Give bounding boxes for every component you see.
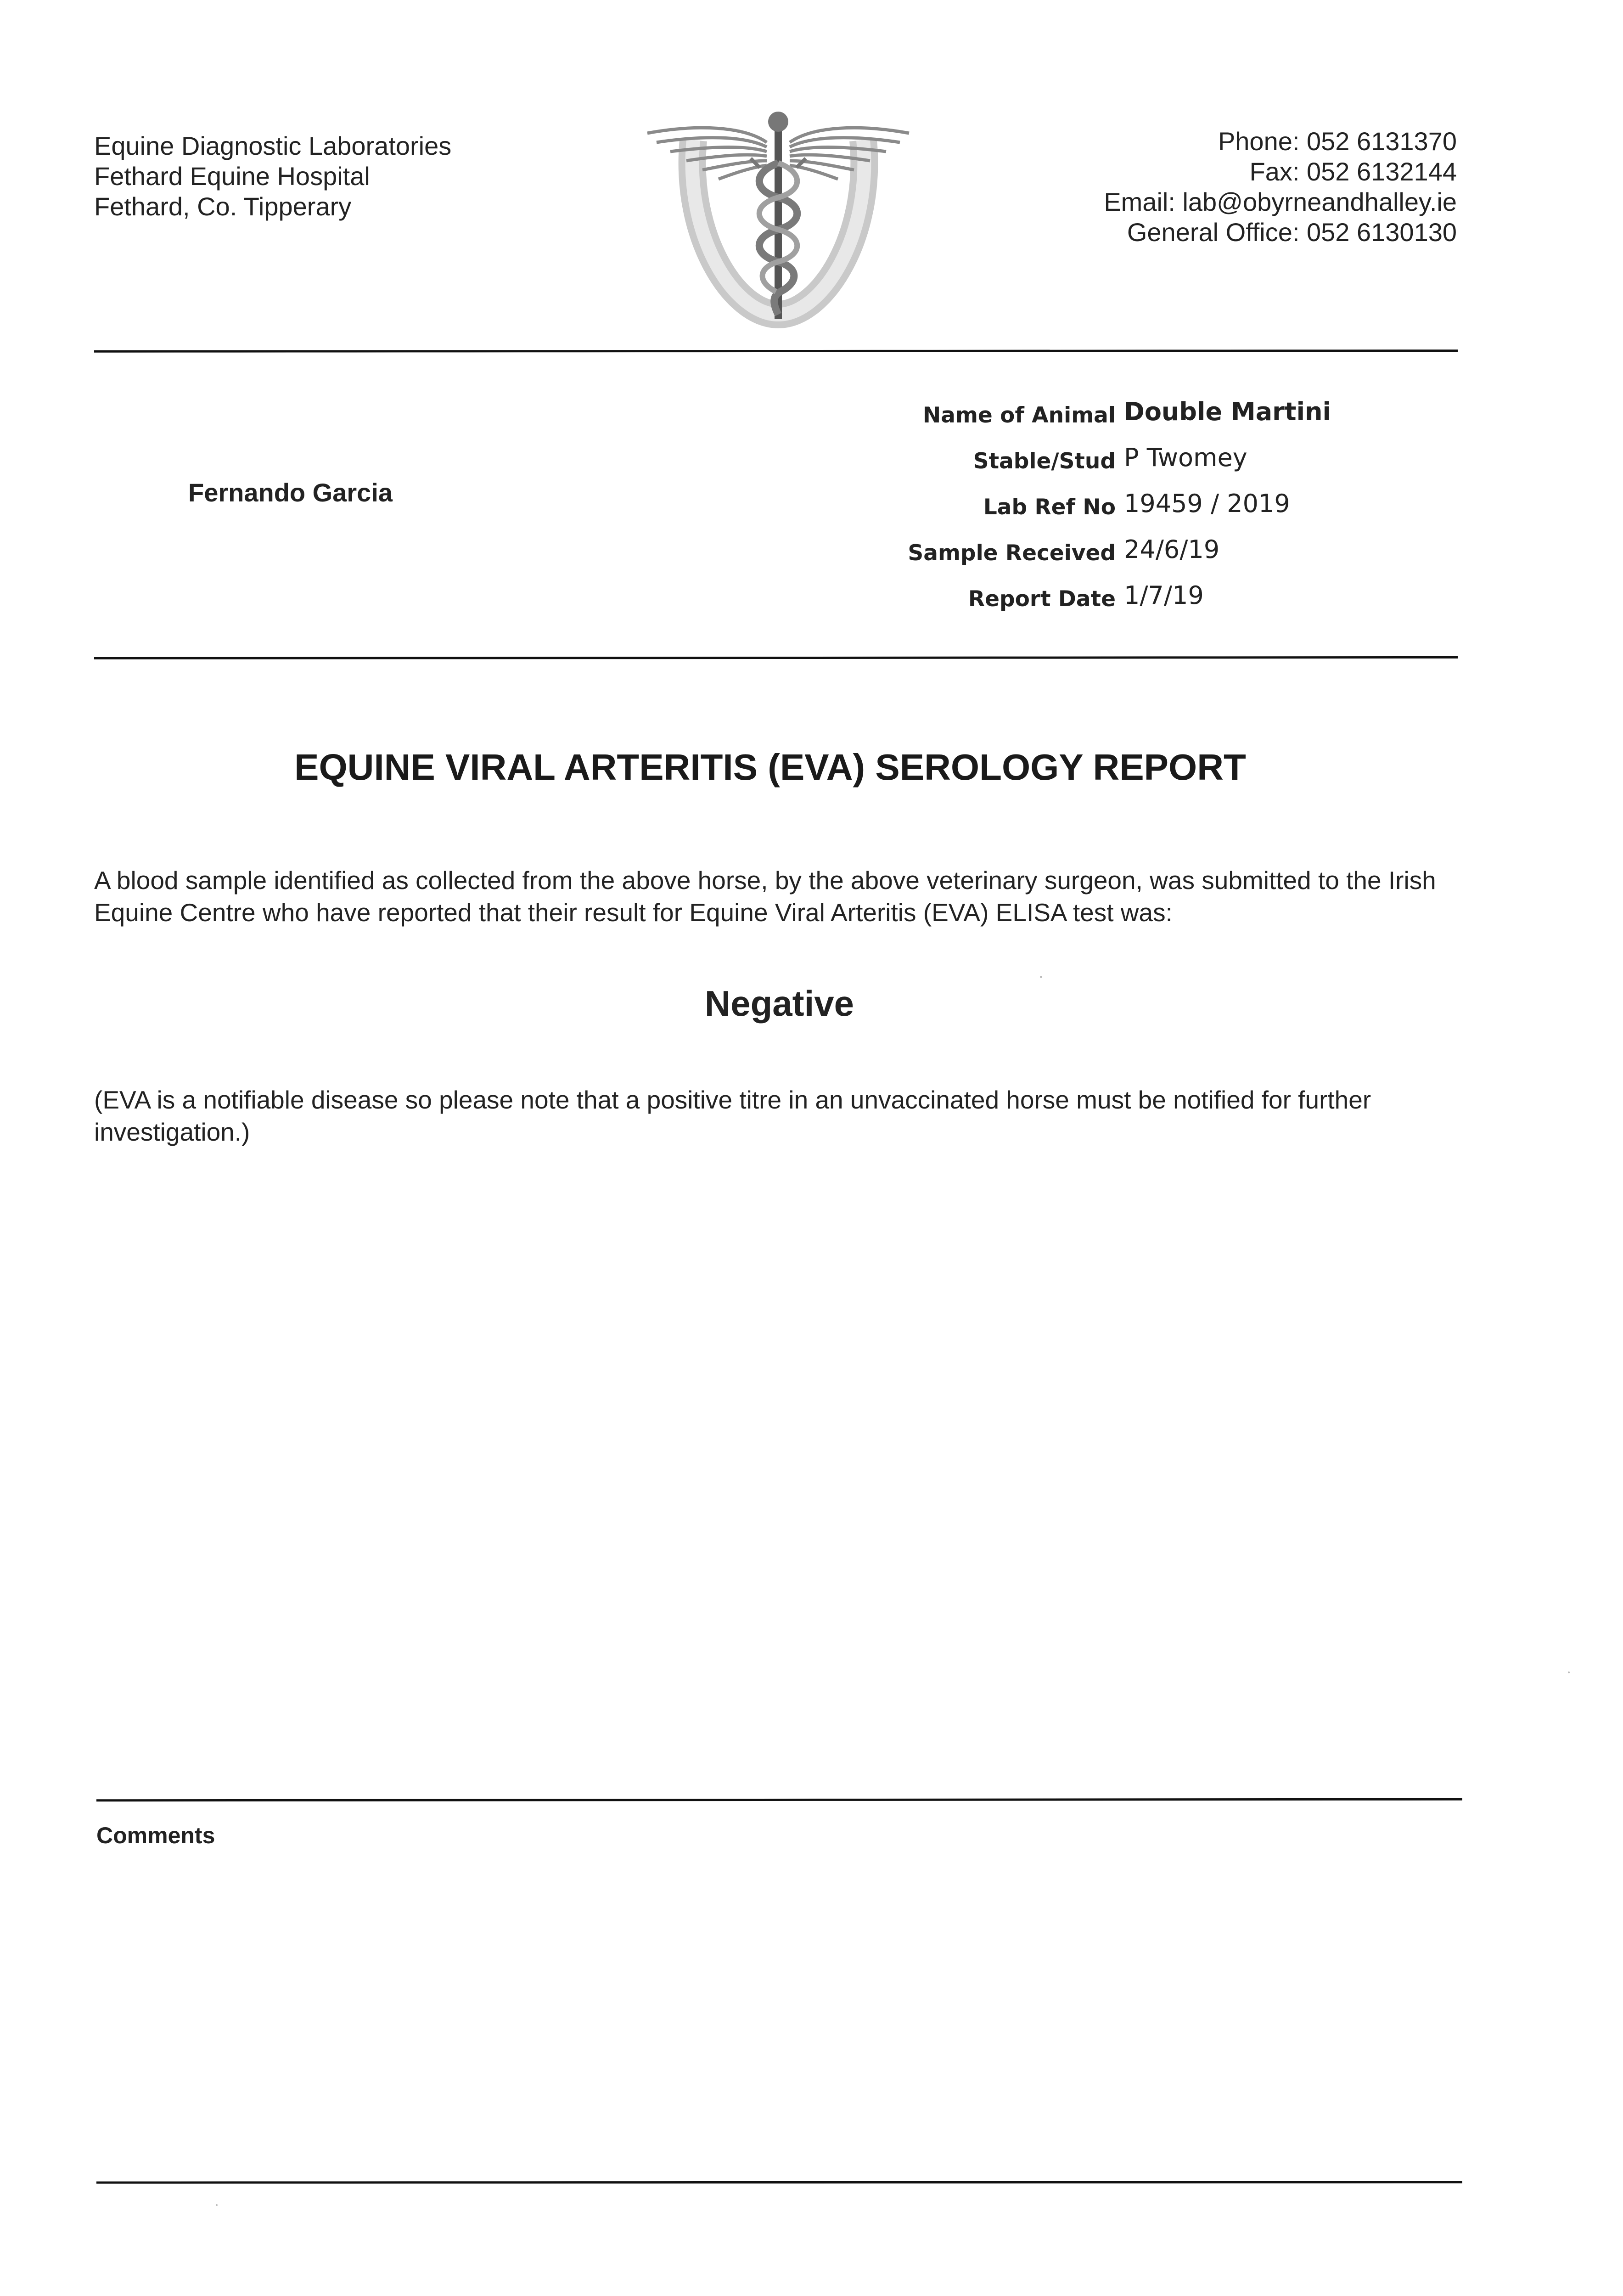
detail-label: Name of Animal xyxy=(922,403,1116,428)
test-result: Negative xyxy=(704,983,854,1024)
animal-details xyxy=(872,397,1377,627)
detail-label: Sample Received xyxy=(908,540,1116,566)
detail-row-stable-stud xyxy=(872,443,1377,489)
detail-value: 19459 / 2019 xyxy=(1124,489,1290,518)
report-title: EQUINE VIRAL ARTERITIS (EVA) SEROLOGY REPORT xyxy=(294,747,1246,788)
detail-value: 24/6/19 xyxy=(1124,535,1220,564)
scan-speck xyxy=(216,2204,218,2206)
report-note: (EVA is a notifiable disease so please note that a positive titre in an unvaccinated horse must be notified for further investigation.) xyxy=(94,1086,1371,1146)
caduceus-horseshoe-icon xyxy=(643,99,914,328)
detail-label: Stable/Stud xyxy=(973,449,1116,474)
detail-row-report-date xyxy=(872,581,1377,627)
detail-row-animal-name xyxy=(872,397,1377,443)
detail-value: 1/7/19 xyxy=(1124,581,1204,610)
contact-phone: Phone: 052 6131370 xyxy=(1218,127,1457,156)
address-line-2: Fethard Equine Hospital xyxy=(94,162,370,191)
detail-label: Lab Ref No xyxy=(983,495,1116,520)
report-intro: A blood sample identified as collected from the above horse, by the above veterinary surgeon, was submitted to the Irish Equine Centre who have reported that their result for Equine Viral Arteritis (EVA) ELISA test was: xyxy=(94,866,1436,927)
detail-value: P Twomey xyxy=(1124,443,1247,472)
contact-general-office: General Office: 052 6130130 xyxy=(1127,218,1457,247)
comments-label: Comments xyxy=(96,1823,215,1848)
detail-value: Double Martini xyxy=(1124,397,1331,426)
lab-address xyxy=(94,131,451,222)
lab-contact xyxy=(1104,126,1457,248)
scan-speck xyxy=(1568,1671,1570,1673)
comments-divider-top xyxy=(96,1798,1462,1802)
header-divider xyxy=(94,349,1458,353)
detail-row-lab-ref xyxy=(872,489,1377,535)
contact-email: Email: lab@obyrneandhalley.ie xyxy=(1104,187,1457,216)
address-line-3: Fethard, Co. Tipperary xyxy=(94,192,352,221)
scan-speck xyxy=(1040,976,1042,978)
contact-fax: Fax: 052 6132144 xyxy=(1249,157,1457,186)
address-line-1: Equine Diagnostic Laboratories xyxy=(94,131,452,160)
detail-label: Report Date xyxy=(968,586,1116,612)
details-divider xyxy=(94,656,1458,659)
detail-row-sample-received xyxy=(872,535,1377,581)
comments-divider-bottom xyxy=(96,2181,1462,2183)
vet-name: Fernando Garcia xyxy=(188,478,393,507)
